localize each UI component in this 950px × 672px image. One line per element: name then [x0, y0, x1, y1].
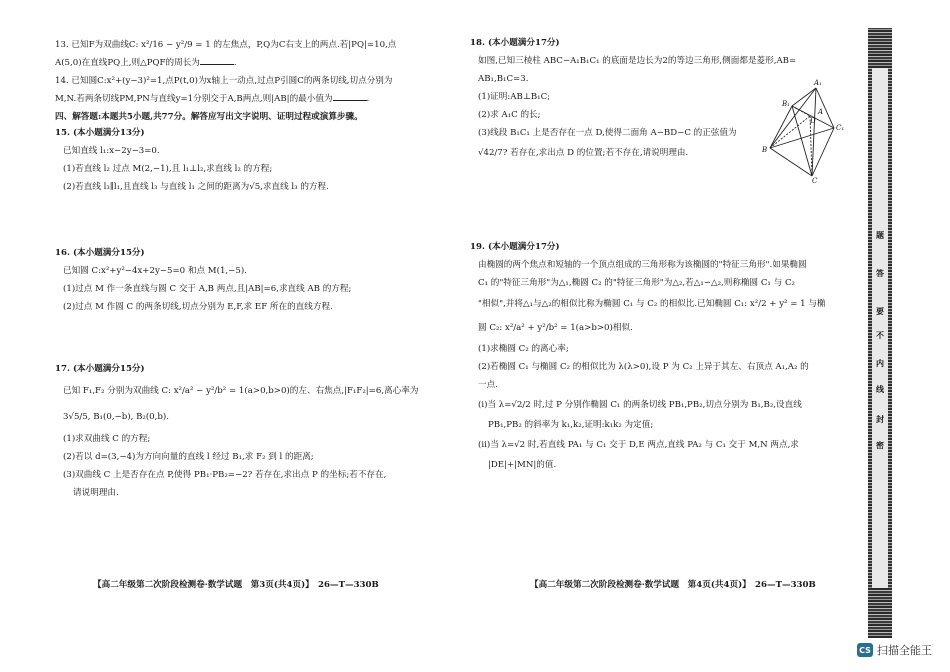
q17-l2: 3√5/5, B₁(0,−b), B₂(0,b). [63, 412, 169, 422]
q19-l8: (ⅰ)当 λ=√2/2 时,过 P 分别作椭圆 C₁ 的两条切线 PB₁,PB₂,切点分别为 B₁,B₂,设直线 [478, 400, 802, 410]
q19-l7: 一点. [478, 380, 498, 390]
section4-title: 四、解答题:本题共5小题,共77分。解答应写出文字说明、证明过程或演算步骤。 [55, 112, 363, 122]
strip-char-1: 题 [876, 230, 884, 240]
q19-l2: C₁ 的"特征三角形"为△₁,椭圆 C₂ 的"特征三角形"为△₂,若△₁∽△₂,则称椭圆 C₁ 与 C₂ [478, 278, 795, 288]
question-19 [470, 238, 848, 474]
q19-l9: PB₁,PB₂ 的斜率为 k₁,k₂,证明:k₁k₂ 为定值; [488, 420, 654, 430]
q19-l4: 圆 C₂: x²/a² + y²/b² = 1(a>b>0)相似. [478, 323, 633, 333]
strip-char-3: 要 [876, 306, 884, 316]
answer-blank [200, 55, 234, 65]
right-page [470, 0, 848, 600]
strip-char-6: 线 [876, 384, 884, 394]
question-14 [55, 72, 433, 108]
strip-char-7: 封 [876, 414, 884, 424]
q14-line2-text: M,N.若两条切线PM,PN与直线y=1分别交于A,B两点,则|AB|的最小值为 [55, 94, 333, 104]
q16-l1: 已知圆 C:x²+y²−4x+2y−5=0 和点 M(1,−5). [63, 266, 247, 276]
q18-l2: AB₁,B₁C=3. [478, 74, 529, 84]
left-page [55, 0, 433, 600]
q15-l3: (2)若直线 l₃∥l₁,且直线 l₃ 与直线 l₁ 之间的距离为√5,求直线 l₃ 的方程. [63, 182, 329, 192]
question-16 [55, 244, 433, 316]
question-15 [55, 124, 433, 196]
q16-l3: (2)过点 M 作圆 C 的两条切线,切点分别为 E,F,求 EF 所在的直线方程. [63, 302, 333, 312]
label-c: C [812, 177, 818, 184]
label-b1: B₁ [782, 100, 790, 108]
scanner-logo-text: 扫描全能王 [877, 644, 932, 657]
right-footer: 【高二年级第二次阶段检测卷·数学试题 第4页(共4页)】 26—T—330B [530, 580, 816, 590]
question-17 [55, 360, 433, 502]
label-d: D [810, 117, 816, 125]
seal-line-strip [868, 28, 892, 638]
q16-head: 16. (本小题满分15分) [55, 248, 145, 258]
q17-l1: 已知 F₁,F₂ 分别为双曲线 C: x²/a² − y²/b² = 1(a>0,b>0)的左、右焦点,|F₁F₂|=6,离心率为 [63, 386, 419, 396]
answer-blank [333, 91, 367, 101]
left-footer: 【高二年级第二次阶段检测卷·数学试题 第3页(共4页)】 26—T—330B [93, 580, 379, 590]
prism-figure [760, 76, 848, 184]
question-18 [470, 34, 797, 164]
q17-l4: (2)若以 d=(3,−4)为方向向量的直线 l 经过 B₁,求 F₂ 到 l 的距离; [63, 452, 314, 462]
q19-l3: "相似",并将△₁与△₂的相似比称为椭圆 C₁ 与 C₂ 的相似比.已知椭圆 C₁: x²/2 + y² = 1 与椭 [478, 299, 826, 309]
q15-l2: (1)若直线 l₂ 过点 M(2,−1),且 l₁⊥l₂,求直线 l₂ 的方程; [63, 164, 273, 174]
q17-head: 17. (本小题满分15分) [55, 364, 145, 374]
q14-line1: 14. 已知圆C:x²+(y−3)²=1,点P(t,0)为x轴上一动点,过点P引圆C的两条切线,切点分别为 [55, 76, 393, 86]
q18-l4: (2)求 A₁C 的长; [478, 110, 541, 120]
scanner-watermark [857, 642, 932, 658]
q15-head: 15. (本小题满分13分) [55, 128, 145, 138]
seal-line-label [872, 68, 888, 588]
q15-l1: 已知直线 l₁:x−2y−3=0. [63, 146, 160, 156]
label-c1: C₁ [836, 124, 845, 132]
q19-l11: |DE|+|MN|的值. [488, 460, 557, 470]
q18-l3: (1)证明:AB⊥B₁C; [478, 92, 551, 102]
label-b: B [762, 146, 768, 154]
q14-line2 [55, 90, 433, 108]
scanner-logo-icon: CS [857, 643, 873, 657]
q14-line2-end: . [366, 94, 370, 104]
q17-l6: 请说明理由. [73, 488, 119, 498]
q19-l6: (2)若椭圆 C₁ 与椭圆 C₂ 的相似比为 λ(λ>0),设 P 为 C₂ 上异于其左、右顶点 A₁,A₂ 的 [478, 362, 809, 372]
q19-l5: (1)求椭圆 C₂ 的离心率; [478, 344, 569, 354]
q13-line1: 13. 已知F为双曲线C: x²/16 − y²/9 = 1 的左焦点，P,Q为C右支上的两点.若|PQ|=10,点 [55, 40, 397, 50]
q17-l3: (1)求双曲线 C 的方程; [63, 434, 151, 444]
question-13 [55, 36, 433, 72]
label-a1: A₁ [814, 79, 822, 87]
strip-char-5: 内 [876, 358, 884, 368]
q16-l2: (1)过点 M 作一条直线与圆 C 交于 A,B 两点,且|AB|=6,求直线 AB 的方程; [63, 284, 352, 294]
q13-line2-text: A(5,0)在直线PQ上,则△PQF的周长为 [55, 58, 200, 68]
q18-l5: (3)线段 B₁C₁ 上是否存在一点 D,使得二面角 A−BD−C 的正弦值为 [478, 128, 737, 138]
strip-char-2: 答 [876, 268, 884, 278]
label-a: A [818, 108, 824, 116]
q18-l6: √42/7? 若存在,求出点 D 的位置;若不存在,请说明理由. [478, 148, 689, 158]
q13-line2-end: . [233, 58, 237, 68]
strip-char-4: 不 [876, 330, 884, 340]
q19-head: 19. (本小题满分17分) [470, 242, 560, 252]
strip-char-8: 密 [876, 440, 884, 450]
q18-l1: 如图,已知三棱柱 ABC−A₁B₁C₁ 的底面是边长为2的等边三角形,侧面都是菱形,AB= [478, 56, 797, 66]
q17-l5: (3)双曲线 C 上是否存在点 P,使得 PB₁·PB₂=−2? 若存在,求出点 P 的坐标;若不存在, [63, 470, 387, 480]
q13-line2 [55, 54, 433, 72]
q19-l10: (ⅱ)当 λ=√2 时,若直线 PA₁ 与 C₁ 交于 D,E 两点,直线 PA₂ 与 C₁ 交于 M,N 两点,求 [478, 440, 799, 450]
q19-l1: 由椭圆的两个焦点和短轴的一个顶点组成的三角形称为该椭圆的"特征三角形".如果椭圆 [478, 260, 807, 270]
q18-head: 18. (本小题满分17分) [470, 38, 560, 48]
